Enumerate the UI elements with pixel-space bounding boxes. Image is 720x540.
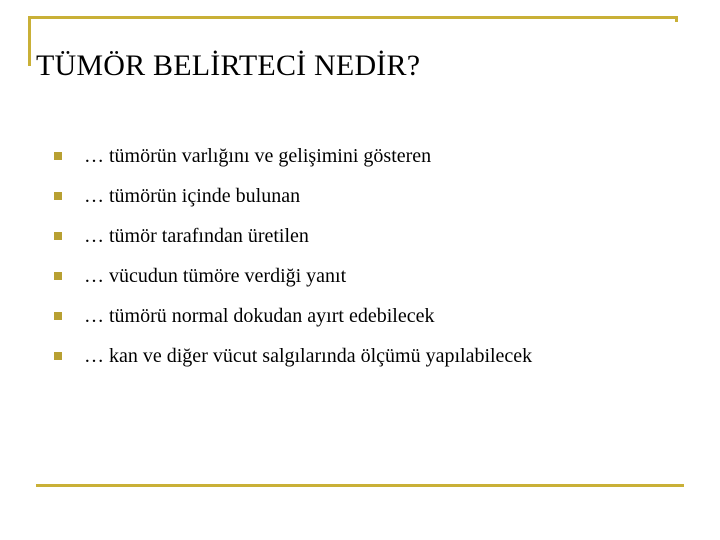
bullet-text: … vücudun tümöre verdiği yanıt — [84, 265, 347, 287]
list-item — [52, 216, 532, 256]
bullet-text: … tümörün varlığını ve gelişimini gösteren — [84, 145, 432, 167]
square-bullet-icon — [54, 232, 62, 240]
bullet-text: … tümör tarafından üretilen — [84, 225, 309, 247]
bullet-list — [52, 136, 532, 376]
square-bullet-icon — [54, 272, 62, 280]
list-item — [52, 336, 532, 376]
title-frame-top-rule — [28, 16, 678, 19]
list-item — [52, 256, 532, 296]
title-frame-right-tick — [675, 16, 678, 22]
bottom-rule — [36, 484, 684, 487]
square-bullet-icon — [54, 312, 62, 320]
square-bullet-icon — [54, 192, 62, 200]
square-bullet-icon — [54, 152, 62, 160]
list-item — [52, 136, 532, 176]
slide-title: TÜMÖR BELİRTECİ NEDİR? — [36, 49, 421, 83]
list-item — [52, 176, 532, 216]
title-frame-left-rule — [28, 16, 31, 66]
square-bullet-icon — [54, 352, 62, 360]
list-item — [52, 296, 532, 336]
bullet-text: … kan ve diğer vücut salgılarında ölçümü yapılabilecek — [84, 345, 533, 367]
bullet-text: … tümörü normal dokudan ayırt edebilecek — [84, 305, 435, 327]
bullet-text: … tümörün içinde bulunan — [84, 185, 301, 207]
